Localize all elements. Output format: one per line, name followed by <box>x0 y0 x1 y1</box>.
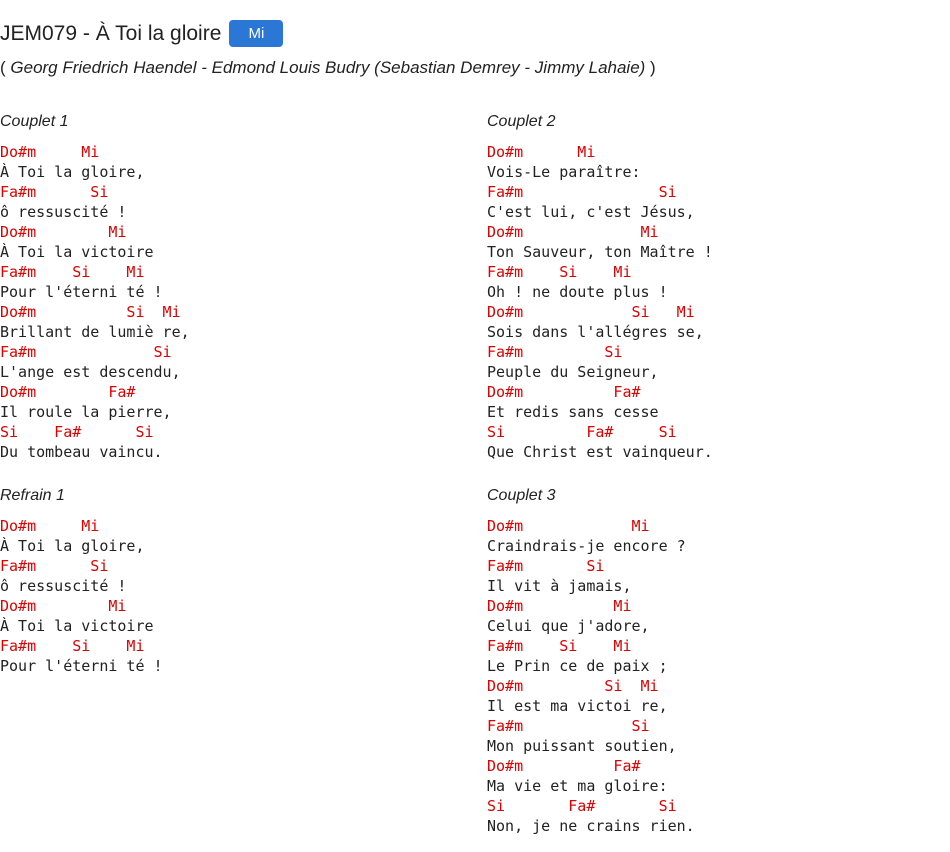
lyric-line: Ton Sauveur, ton Maître ! <box>487 243 713 261</box>
lyric-line: Ma vie et ma gloire: <box>487 777 668 795</box>
lyric-line: À Toi la victoire <box>0 617 154 635</box>
authors-open-paren: ( <box>0 58 11 77</box>
lyric-line: Du tombeau vaincu. <box>0 443 163 461</box>
lyric-line: Pour l'éterni té ! <box>0 657 163 675</box>
chord-line: Do#m Mi <box>0 517 100 535</box>
chord-line: Do#m Mi <box>487 143 596 161</box>
lyric-line: Craindrais-je encore ? <box>487 537 686 555</box>
chord-line: Si Fa# Si <box>487 423 677 441</box>
song-title: JEM079 - À Toi la gloire <box>0 21 222 45</box>
title-row <box>0 20 283 47</box>
chord-line: Fa#m Si <box>487 717 650 735</box>
authors-line <box>0 58 656 78</box>
chord-line: Do#m Mi <box>487 517 650 535</box>
authors-names: Georg Friedrich Haendel - Edmond Louis Budry (Sebastian Demrey - Jimmy Lahaie) <box>10 58 646 77</box>
chord-line: Fa#m Si <box>0 557 109 575</box>
lyric-line: Oh ! ne doute plus ! <box>487 283 668 301</box>
chord-line: Fa#m Si <box>487 557 605 575</box>
lyric-line: Et redis sans cesse <box>487 403 659 421</box>
lyric-line: À Toi la gloire, <box>0 537 145 555</box>
chord-line: Do#m Fa# <box>487 383 641 401</box>
lyric-line: Que Christ est vainqueur. <box>487 443 713 461</box>
chord-line: Do#m Mi <box>487 597 632 615</box>
lyric-line: C'est lui, c'est Jésus, <box>487 203 695 221</box>
lyric-line: Non, je ne crains rien. <box>487 817 695 835</box>
chord-line: Fa#m Si Mi <box>487 637 632 655</box>
section-title: Refrain 1 <box>0 487 65 504</box>
lyric-line: À Toi la gloire, <box>0 163 145 181</box>
chord-line: Si Fa# Si <box>487 797 677 815</box>
chord-line: Do#m Mi <box>487 223 659 241</box>
lyric-line: Mon puissant soutien, <box>487 737 677 755</box>
chord-line: Do#m Si Mi <box>487 677 659 695</box>
chord-line: Fa#m Si Mi <box>487 263 632 281</box>
lyric-line: À Toi la victoire <box>0 243 154 261</box>
chord-line: Do#m Fa# <box>487 757 641 775</box>
lyric-line: Sois dans l'allégres se, <box>487 323 704 341</box>
key-button[interactable]: Mi <box>229 20 283 47</box>
chord-line: Do#m Si Mi <box>0 303 181 321</box>
chord-line: Fa#m Si Mi <box>0 263 145 281</box>
chord-line: Fa#m Si <box>487 183 677 201</box>
chord-line: Si Fa# Si <box>0 423 154 441</box>
lyric-line: Le Prin ce de paix ; <box>487 657 668 675</box>
chord-line: Do#m Mi <box>0 143 100 161</box>
lyric-line: ô ressuscité ! <box>0 203 127 221</box>
chord-line: Do#m Mi <box>0 223 127 241</box>
chord-line: Do#m Si Mi <box>487 303 695 321</box>
section-title: Couplet 2 <box>487 113 556 130</box>
section-couplet-3 <box>487 486 927 836</box>
lyric-line: Il vit à jamais, <box>487 577 632 595</box>
lyric-line: ô ressuscité ! <box>0 577 127 595</box>
section-title: Couplet 3 <box>487 487 556 504</box>
lyric-line: Vois-Le paraître: <box>487 163 641 181</box>
lyric-line: Brillant de lumiè re, <box>0 323 190 341</box>
chord-line: Fa#m Si Mi <box>0 637 145 655</box>
chord-line: Do#m Fa# <box>0 383 136 401</box>
chord-line: Fa#m Si <box>0 343 172 361</box>
section-couplet-1 <box>0 112 440 462</box>
section-refrain-1 <box>0 486 440 676</box>
lyric-line: Pour l'éterni té ! <box>0 283 163 301</box>
lyric-line: Peuple du Seigneur, <box>487 363 659 381</box>
chord-line: Fa#m Si <box>487 343 623 361</box>
lyric-line: Il roule la pierre, <box>0 403 172 421</box>
lyric-line: Celui que j'adore, <box>487 617 650 635</box>
authors-close-paren: ) <box>645 58 656 77</box>
chord-line: Fa#m Si <box>0 183 109 201</box>
lyric-line: Il est ma victoi re, <box>487 697 668 715</box>
chord-line: Do#m Mi <box>0 597 127 615</box>
section-title: Couplet 1 <box>0 113 69 130</box>
lyric-line: L'ange est descendu, <box>0 363 181 381</box>
section-couplet-2 <box>487 112 927 462</box>
